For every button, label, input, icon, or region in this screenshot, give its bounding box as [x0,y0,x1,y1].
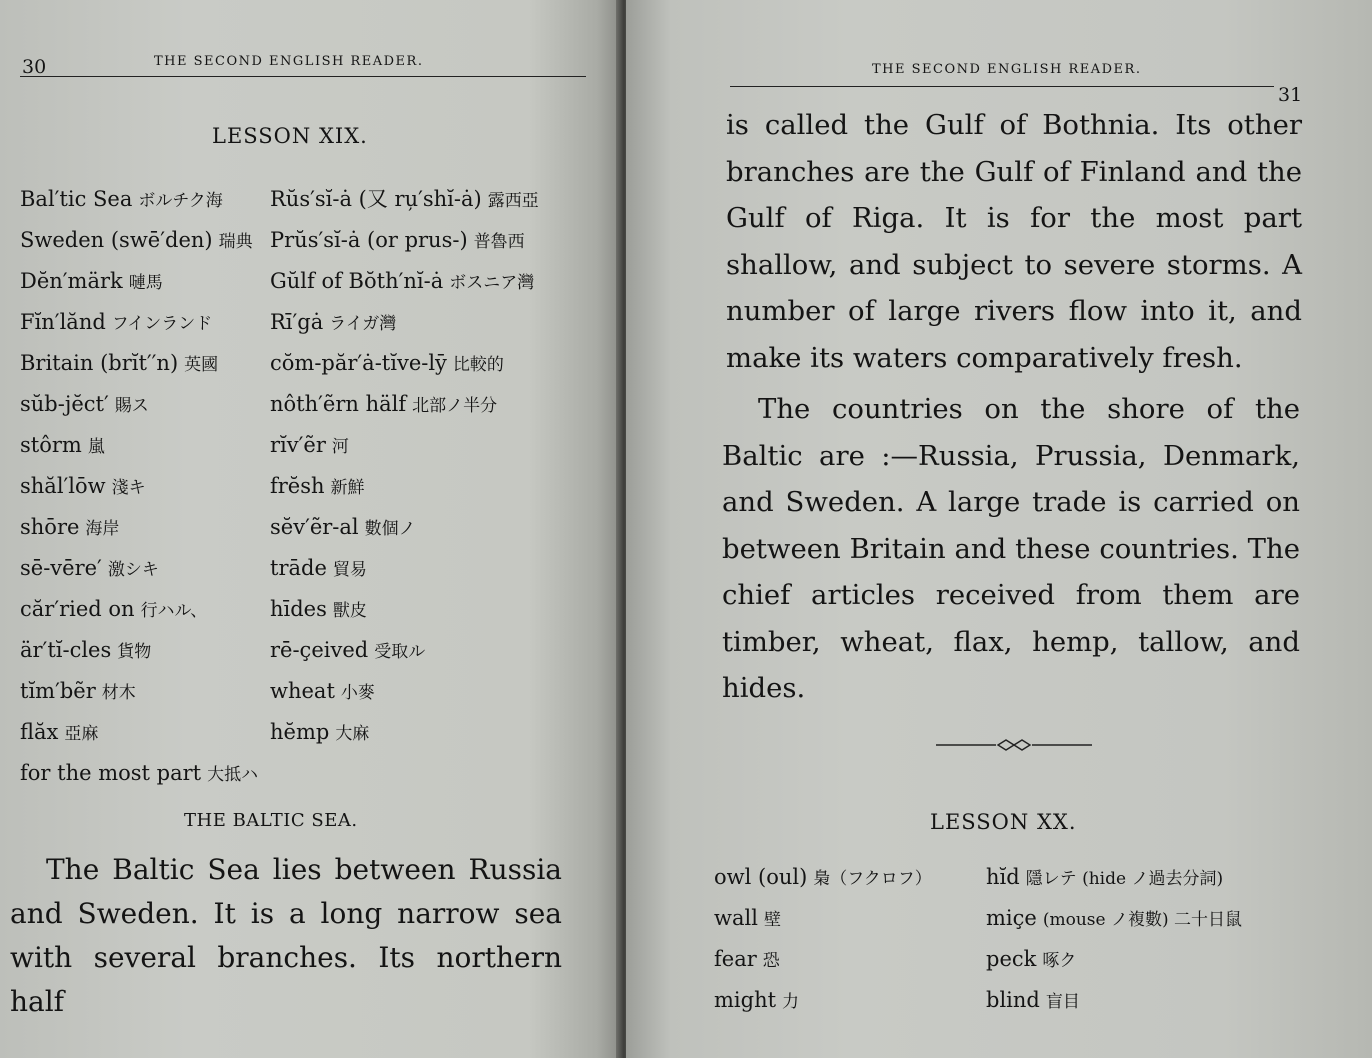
vocab-gloss: ボルチク海 [138,191,223,211]
vocab-entry [20,221,258,262]
paragraph [10,848,562,1024]
vocab-word: Rŭs′sĭ-ȧ (又 ru̦′shĭ-ȧ) [270,187,482,211]
vocab-word: sē-vēre′ [20,556,102,580]
left-page [0,0,622,1058]
vocab-gloss: 北部ノ半分 [412,396,498,416]
vocab-word: for the most part [20,761,202,785]
vocab-gloss: フインランド [111,314,213,334]
vocab-entry [20,344,258,385]
paragraph-2-text: The countries on the shore of the Baltic are :—Russia, Prussia, Denmark, and Sweden. A large trade is carried on between Britain and these countries. The chief articles received from them are timber, wheat, flax, hemp, tallow, and hides. [722,393,1300,704]
vocab-word: trāde [270,556,327,580]
vocab-entry [714,940,932,981]
vocab-gloss: 隱レテ (hide ノ過去分詞) [1025,869,1224,889]
vocab-entry [20,713,258,754]
vocab-word: Sweden (swē′den) [20,228,213,252]
ornament-divider [934,738,1094,752]
vocab-word: Fĭn′lănd [20,310,106,334]
vocab-word: tĭm′bẽr [20,679,96,703]
header-rule [20,76,586,77]
vocab-entry [714,981,932,1022]
vocab-gloss: 賜ス [114,396,149,416]
vocab-gloss: ライガ灣 [329,314,397,334]
vocab-gloss: 獸皮 [332,601,367,621]
right-page [626,0,1372,1058]
vocab-entry [270,221,539,262]
vocab-gloss: 盲目 [1045,992,1080,1012]
vocab-word: rĭv′ẽr [270,433,326,457]
vocab-word: rē-çeived [270,638,369,662]
vocab-word: might [714,988,777,1012]
vocab-entry [270,508,539,549]
paragraph-text: The Baltic Sea lies between Russia and Sweden. It is a long narrow sea with several branches. Its northern half [10,853,562,1018]
vocab-entry [20,303,258,344]
page-number: 30 [22,56,47,78]
vocab-word: sŭb-jĕct′ [20,392,109,416]
lesson-title: LESSON XX. [930,810,1077,834]
vocab-entry [270,672,539,713]
vocab-entry [270,344,539,385]
vocab-column-2 [986,858,1242,1022]
vocab-gloss: 海岸 [85,519,120,539]
vocab-gloss: 英國 [184,355,219,375]
vocab-entry [714,858,932,899]
vocab-gloss: 貨物 [117,642,152,662]
vocab-entry [986,858,1242,899]
vocab-entry [270,590,539,631]
vocab-word: cŏm-păr′ȧ-tĭve-lȳ [270,351,447,375]
vocab-word: flăx [20,720,59,744]
vocab-gloss: 露西亞 [487,191,539,211]
vocab-gloss: 大抵ハ [207,765,259,785]
vocab-gloss: 受取ル [374,642,426,662]
vocab-gloss: 嵐 [87,437,105,457]
vocab-word: frĕsh [270,474,325,498]
vocab-word: owl (oul) [714,865,808,889]
vocab-entry [986,899,1242,940]
vocab-word: fear [714,947,757,971]
vocab-entry [986,981,1242,1022]
vocab-gloss: 激シキ [107,560,159,580]
vocab-entry [270,549,539,590]
paragraph-2 [722,386,1300,712]
vocab-gloss: 材木 [101,683,136,703]
vocab-gloss: 新鮮 [330,478,365,498]
vocab-word: hīdes [270,597,327,621]
vocab-gloss: 啄ク [1042,951,1077,971]
section-title: THE BALTIC SEA. [184,810,358,831]
vocab-column-1 [20,180,258,795]
paragraph-1: is called the Gulf of Bothnia. Its other branches are the Gulf of Finland and the Gulf of Riga. It is for the most part shallow, and subject to severe storms. A number of large rivers flow into it, and make its waters comparatively fresh. [726,109,1302,374]
vocab-entry [20,262,258,303]
running-head: THE SECOND ENGLISH READER. [872,62,1142,77]
vocab-word: hĭd [986,865,1020,889]
vocab-gloss: 淺キ [111,478,146,498]
vocab-entry [714,899,932,940]
vocab-gloss: (mouse ノ複數) 二十日鼠 [1042,910,1242,930]
vocab-word: Bal′tic Sea [20,187,133,211]
vocab-gloss: 瑞典 [218,232,253,252]
vocab-entry [270,426,539,467]
vocab-entry [20,754,258,795]
vocab-word: shōre [20,515,80,539]
page-number: 31 [1278,84,1303,106]
vocab-column-1 [714,858,932,1022]
vocab-word: miçe [986,906,1037,930]
vocab-entry [20,549,258,590]
vocab-gloss: 力 [782,992,800,1012]
vocab-gloss: 比較的 [452,355,504,375]
vocab-word: stôrm [20,433,82,457]
vocab-entry [270,385,539,426]
vocab-entry [270,262,539,303]
vocab-word: căr′ried on [20,597,135,621]
vocab-entry [270,467,539,508]
vocab-word: hĕmp [270,720,330,744]
vocab-gloss: 普魯西 [473,232,525,252]
vocab-gloss: 數個ノ [364,519,416,539]
lesson-title: LESSON XIX. [212,124,368,148]
vocab-word: blind [986,988,1040,1012]
vocab-entry [20,180,258,221]
running-head: THE SECOND ENGLISH READER. [154,54,424,69]
vocab-entry [20,631,258,672]
vocab-entry [270,180,539,221]
vocab-column-2 [270,180,539,754]
vocab-entry [270,303,539,344]
vocab-gloss: 壁 [763,910,781,930]
vocab-entry [20,508,258,549]
vocab-gloss: 大麻 [335,724,370,744]
header-rule [730,86,1274,87]
vocab-entry [270,631,539,672]
vocab-gloss: 亞麻 [64,724,99,744]
vocab-word: Gŭlf of Bŏth′nĭ-ȧ [270,269,444,293]
vocab-word: sĕv′ẽr-al [270,515,359,539]
vocab-gloss: 嗹馬 [128,273,163,293]
vocab-word: shăl′lōw [20,474,106,498]
vocab-entry [20,467,258,508]
vocab-entry [20,426,258,467]
vocab-gloss: 貿易 [332,560,367,580]
vocab-word: nôth′ẽrn hälf [270,392,407,416]
vocab-entry [20,590,258,631]
vocab-entry [270,713,539,754]
vocab-word: wall [714,906,758,930]
vocab-word: wheat [270,679,335,703]
vocab-entry [986,940,1242,981]
vocab-entry [20,385,258,426]
vocab-gloss: 恐 [762,951,780,971]
vocab-word: är′tĭ-cles [20,638,112,662]
vocab-gloss: 河 [331,437,349,457]
vocab-word: Britain (brĭt′′n) [20,351,179,375]
vocab-word: peck [986,947,1037,971]
vocab-gloss: ボスニア灣 [449,273,535,293]
vocab-entry [20,672,258,713]
vocab-word: Rī′gȧ [270,310,324,334]
vocab-word: Dĕn′märk [20,269,123,293]
vocab-gloss: 梟（フクロフ） [813,869,932,889]
vocab-gloss: 行ハル、 [140,601,208,621]
vocab-gloss: 小麥 [340,683,375,703]
vocab-word: Prŭs′sĭ-ȧ (or prus-) [270,228,468,252]
